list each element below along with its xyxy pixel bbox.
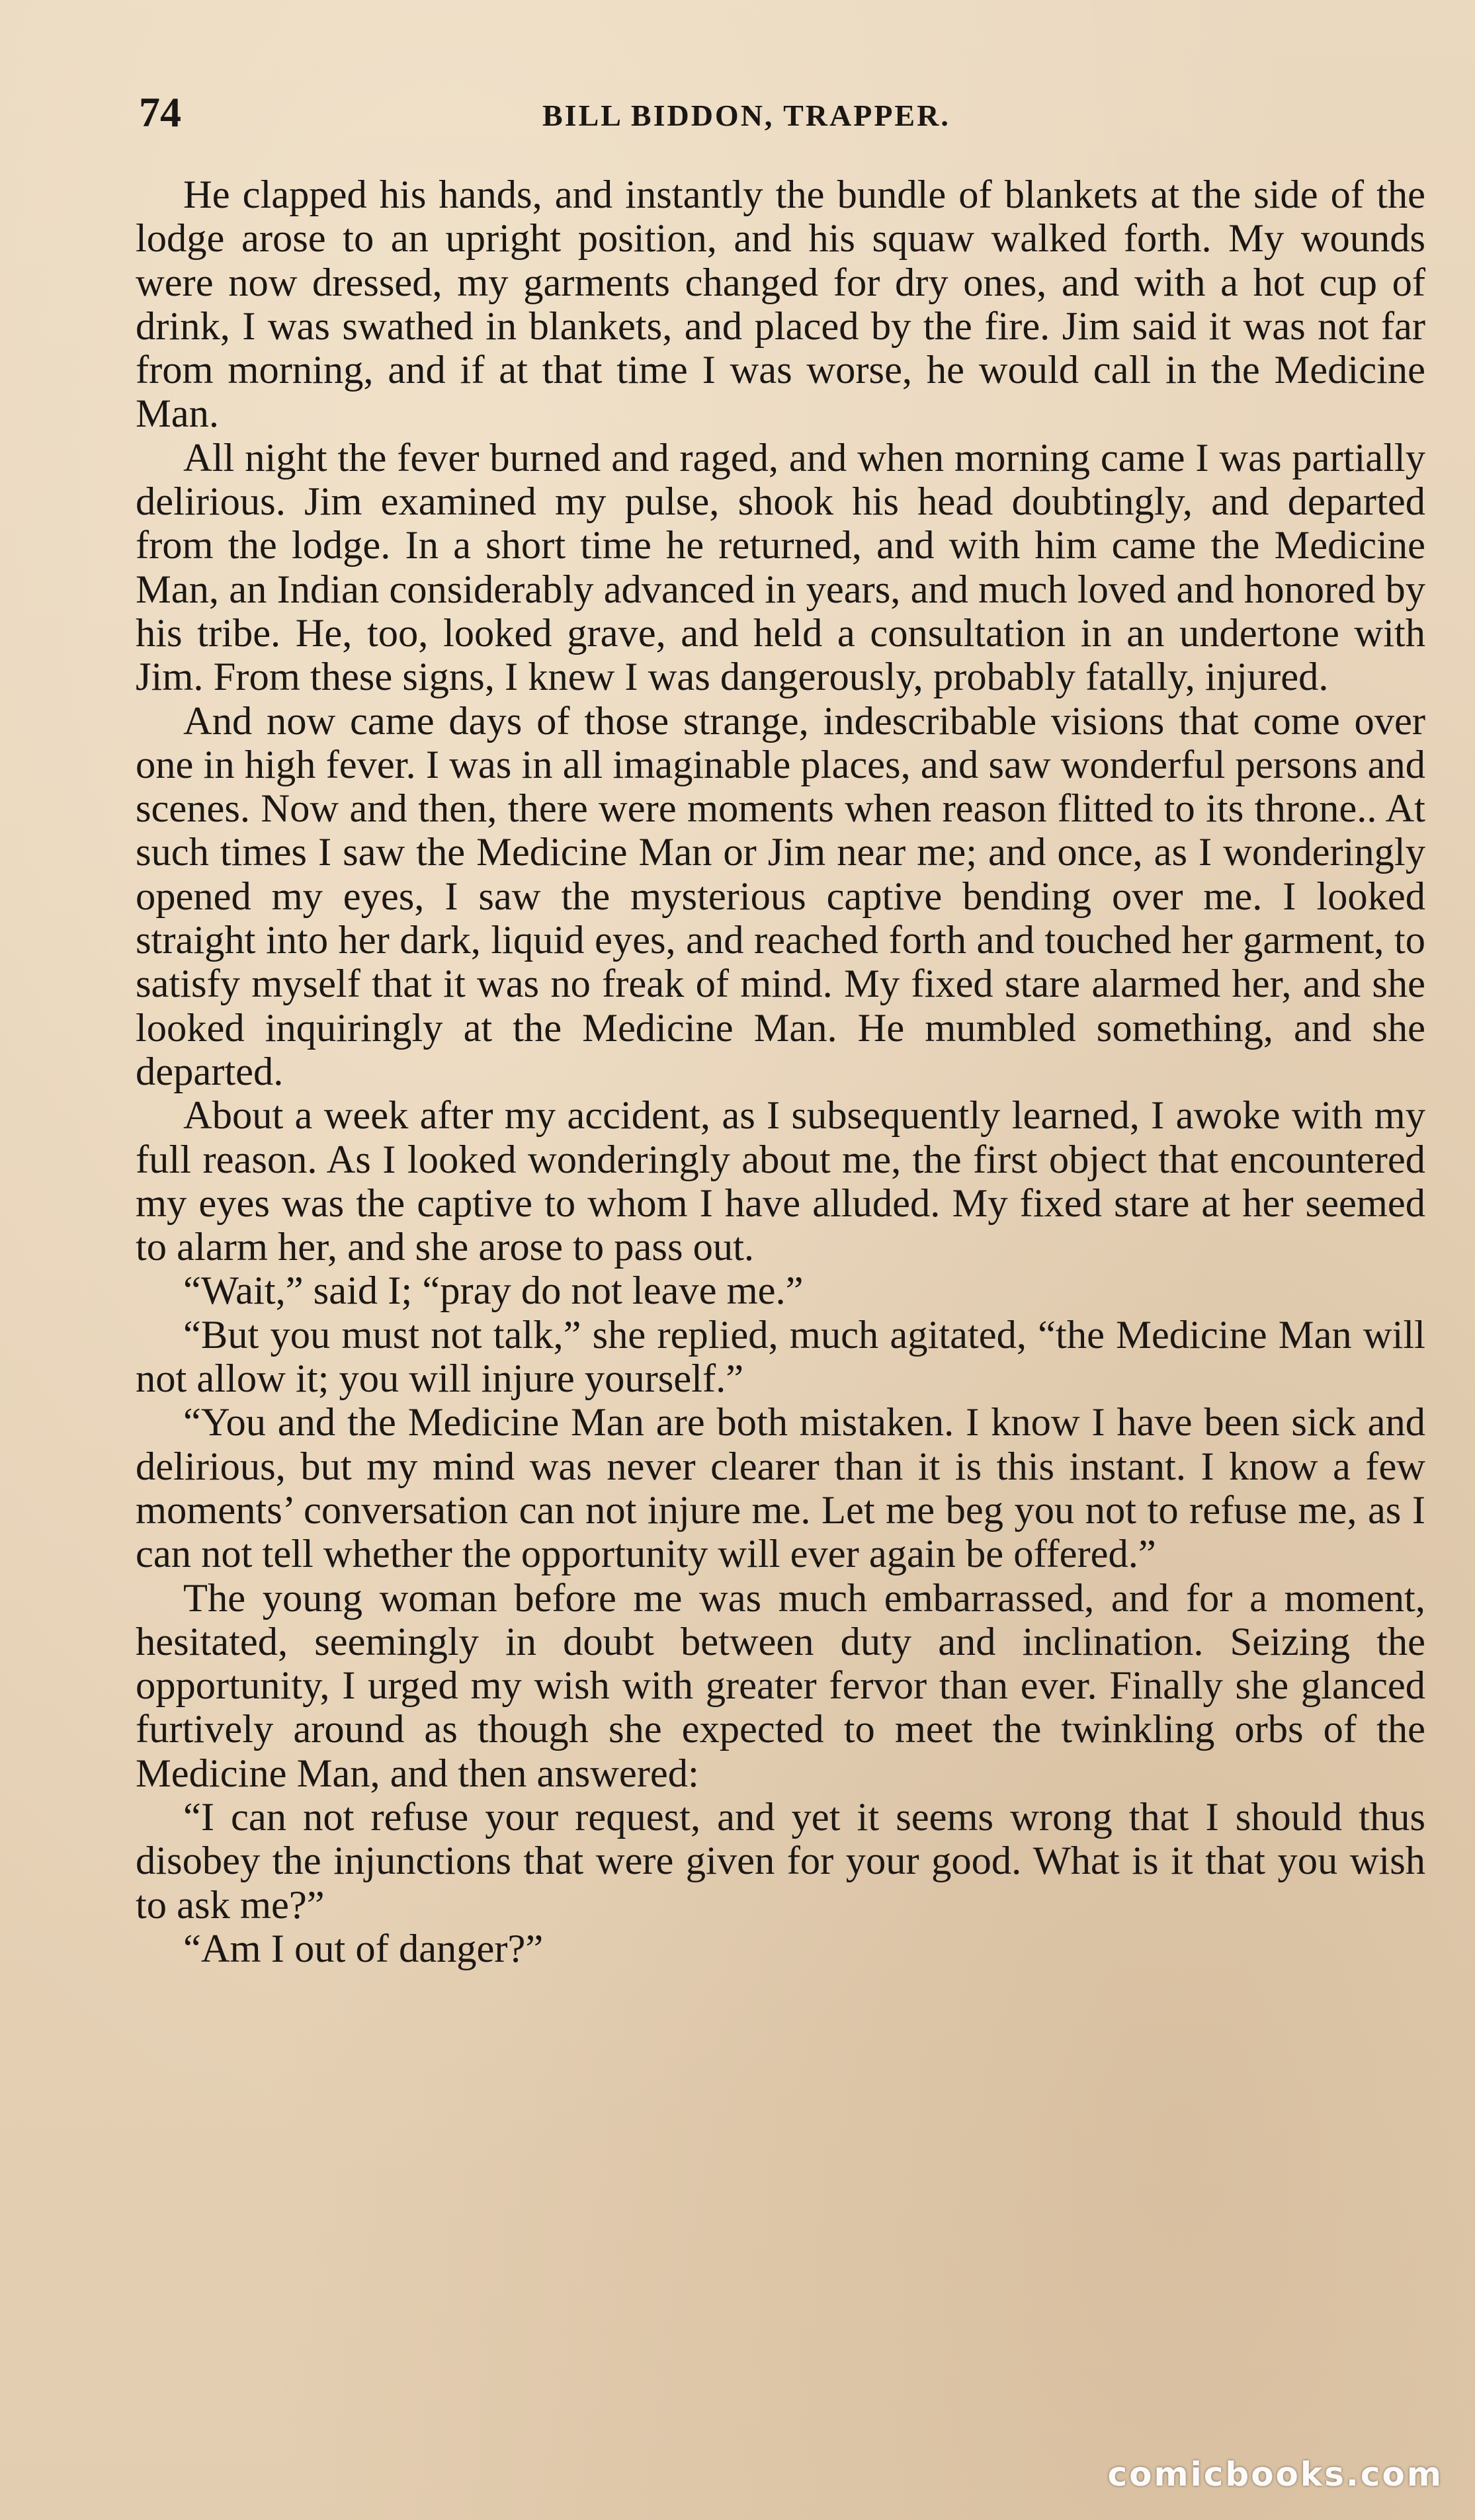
page-header bbox=[139, 86, 1429, 139]
paragraph: “But you must not talk,” she replied, much agitated, “the Medicine Man will not allow it; you will injure yourself.” bbox=[136, 1312, 1425, 1402]
paragraph: “You and the Medicine Man are both mistaken. I know I have been sick and delirious, but my mind was never clearer than it is this instant. I know a few moments’ conversation can not injure me. Let me beg you not to refuse me, as I can not tell whether the opportunity will ever again be offered.” bbox=[136, 1400, 1425, 1577]
paragraph: About a week after my accident, as I subsequently learned, I awoke with my full reason. As I looked wonderingly about me, the first object that encountered my eyes was the captive to whom I have alluded. My fixed stare at her seemed to alarm her, and she arose to pass out. bbox=[136, 1093, 1425, 1270]
running-head: BILL BIDDON, TRAPPER. bbox=[542, 99, 950, 132]
paragraph: “Am I out of danger?” bbox=[183, 1926, 544, 1971]
page-number: 74 bbox=[139, 89, 181, 136]
paragraph: “I can not refuse your request, and yet it seems wrong that I should thus disobey the injunctions that were given for your good. What is it that you wish to ask me?” bbox=[136, 1794, 1425, 1927]
paragraph: All night the fever burned and raged, and when morning came I was partially delirious. Jim examined my pulse, shook his head doubtingly, and departed from the lodge. In a short time he returned, and with him came the Medicine Man, an Indian considerably advanced in years, and much loved and honored by his tribe. He, too, looked grave, and held a consultation in an undertone with Jim. From these signs, I knew I was dangerously, probably fatally, injured. bbox=[136, 435, 1425, 700]
paragraph: The young woman before me was much embarrassed, and for a moment, hesitated, seemingly in doubt between duty and inclination. Seizing the opportunity, I urged my wish with greater fervor than ever. Finally she glanced furtively around as though she expected to meet the twinkling orbs of the Medicine Man, and then answered: bbox=[136, 1575, 1425, 1796]
paragraph: He clapped his hands, and instantly the bundle of blankets at the side of the lodge arose to an upright position, and his squaw walked forth. My wounds were now dressed, my garments changed for dry ones, and with a hot cup of drink, I was swathed in blankets, and placed by the fire. Jim said it was not far from morning, and if at that time I was worse, he would call in the Medicine Man. bbox=[136, 173, 1425, 437]
watermark: comicbooks.com bbox=[1107, 2455, 1443, 2494]
paragraph: And now came days of those strange, indescribable visions that come over one in high fever. I was in all imaginable places, and saw wonderful persons and scenes. Now and then, there were moments when reason flitted to its throne.. At such times I saw the Medicine Man or Jim near me; and once, as I wonderingly opened my eyes, I saw the mysterious captive bending over me. I looked straight into her dark, liquid eyes, and reached forth and touched her garment, to satisfy myself that it was no freak of mind. My fixed stare alarmed her, and she looked inquiringly at the Medicine Man. He mumbled something, and she departed. bbox=[136, 698, 1425, 1094]
body-text bbox=[136, 173, 1425, 1971]
paragraph: “Wait,” said I; “pray do not leave me.” bbox=[183, 1269, 804, 1314]
